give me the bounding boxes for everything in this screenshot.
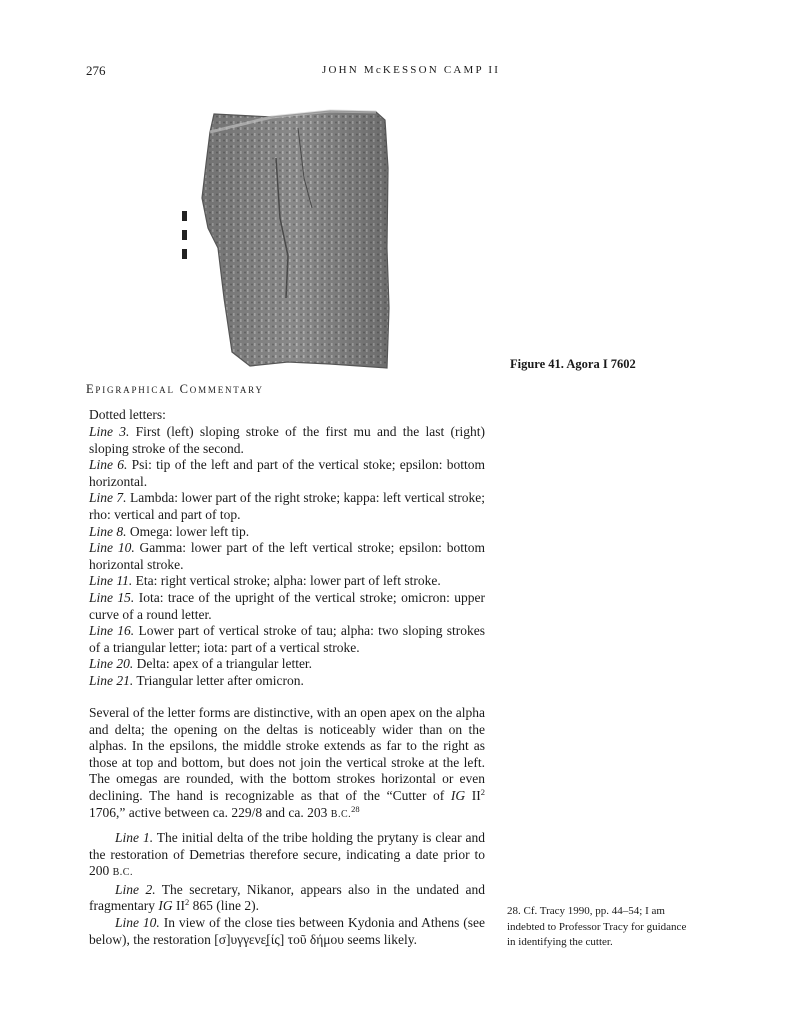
section-heading: Epigraphical Commentary <box>86 382 264 396</box>
line-text: Omega: lower left tip. <box>126 523 250 539</box>
line-text: Iota: trace of the upright of the vertical stroke; omicron: upper curve of a round letter. <box>89 589 485 622</box>
line-label: Line 8. <box>89 523 127 539</box>
line-text: Eta: right vertical stroke; alpha: lower part of left stroke. <box>132 573 441 589</box>
commentary-line <box>89 590 485 623</box>
line-text: Lower part of vertical stroke of tau; alpha: two sloping strokes of a triangular letter; iota: part of a vertical stroke. <box>89 623 485 655</box>
line-text: First (left) sloping stroke of the first mu and the last (right) sloping stroke of the second. <box>89 424 485 456</box>
line-label: Line 10. <box>89 540 135 556</box>
line-text: Delta: apex of a triangular letter. <box>133 656 313 672</box>
note-line-1: Line 1. The initial delta of the tribe holding the prytany is clear and the restoration of Demetrias therefore secure, indicating a date prior to 200 B.C. <box>89 830 485 879</box>
line-label: Line 3. <box>89 424 130 439</box>
running-head: JOHN McKESSON CAMP II <box>322 64 501 76</box>
letter-forms-paragraph: Several of the letter forms are distinctive, with an open apex on the alpha and delta; the opening on the deltas is noticeably wider than on the alphas. In the epsilons, the middle stroke extends as far to the right as those at top and bottom, but does not join the vertical stroke at the left. The omegas are rounded, with the bottom strokes horizontal or even declining. The hand is recognizable as that of the “Cutter of IG $II^2$ 1706,” active between ca. 229/8 and ca. 203 B.C.$^{28}$ <box>89 705 485 820</box>
line-label: Line 20. <box>89 656 134 672</box>
commentary-line <box>89 673 485 690</box>
line-label: Line 7. <box>89 490 127 506</box>
dotted-letters-label: Dotted letters: <box>89 407 166 422</box>
commentary-line <box>89 656 485 673</box>
commentary-line <box>89 457 485 490</box>
commentary-line <box>89 490 485 523</box>
note-line-10: Line 10. In view of the close ties between Kydonia and Athens (see below), the restoration [σ]υγγενε̣[ίς] τοῦ δήμου seems likely. <box>89 914 485 947</box>
line-text: Psi: tip of the left and part of the vertical stoke; epsilon: bottom horizontal. <box>89 457 485 489</box>
page-number: 276 <box>86 63 106 78</box>
line-text: Gamma: lower part of the left vertical stroke; epsilon: bottom horizontal stroke. <box>89 540 485 572</box>
line-notes <box>89 830 485 948</box>
figure-caption: Figure 41. Agora I 7602 <box>510 357 636 371</box>
commentary-line <box>89 623 485 656</box>
line-label: Line 16. <box>89 623 135 639</box>
footnote-ref[interactable]: 28 <box>351 803 360 814</box>
inscription-photo <box>180 108 390 370</box>
line-label: Line 6. <box>89 457 128 473</box>
footnote-28: 28. Cf. Tracy 1990, pp. 44–54; I am indebted to Professor Tracy for guidance in identifying the cutter. <box>507 905 687 948</box>
line-label: Line 21. <box>89 672 134 688</box>
line-text: Lambda: lower part of the right stroke; kappa: left vertical stroke; rho: vertical and part of top. <box>89 490 485 522</box>
commentary-line <box>89 540 485 573</box>
note-line-2: Line 2. The secretary, Nikanor, appears also in the undated and fragmentary IG $II^2$ 865 (line 2). <box>89 881 485 914</box>
line-label: Line 15. <box>89 589 135 605</box>
commentary-line <box>89 524 485 541</box>
commentary-line <box>89 573 485 590</box>
commentary-lines <box>89 424 485 690</box>
line-text: Triangular letter after omicron. <box>133 672 304 688</box>
commentary-line <box>89 424 485 457</box>
scale-bar <box>182 211 187 259</box>
line-label: Line 11. <box>89 573 133 589</box>
